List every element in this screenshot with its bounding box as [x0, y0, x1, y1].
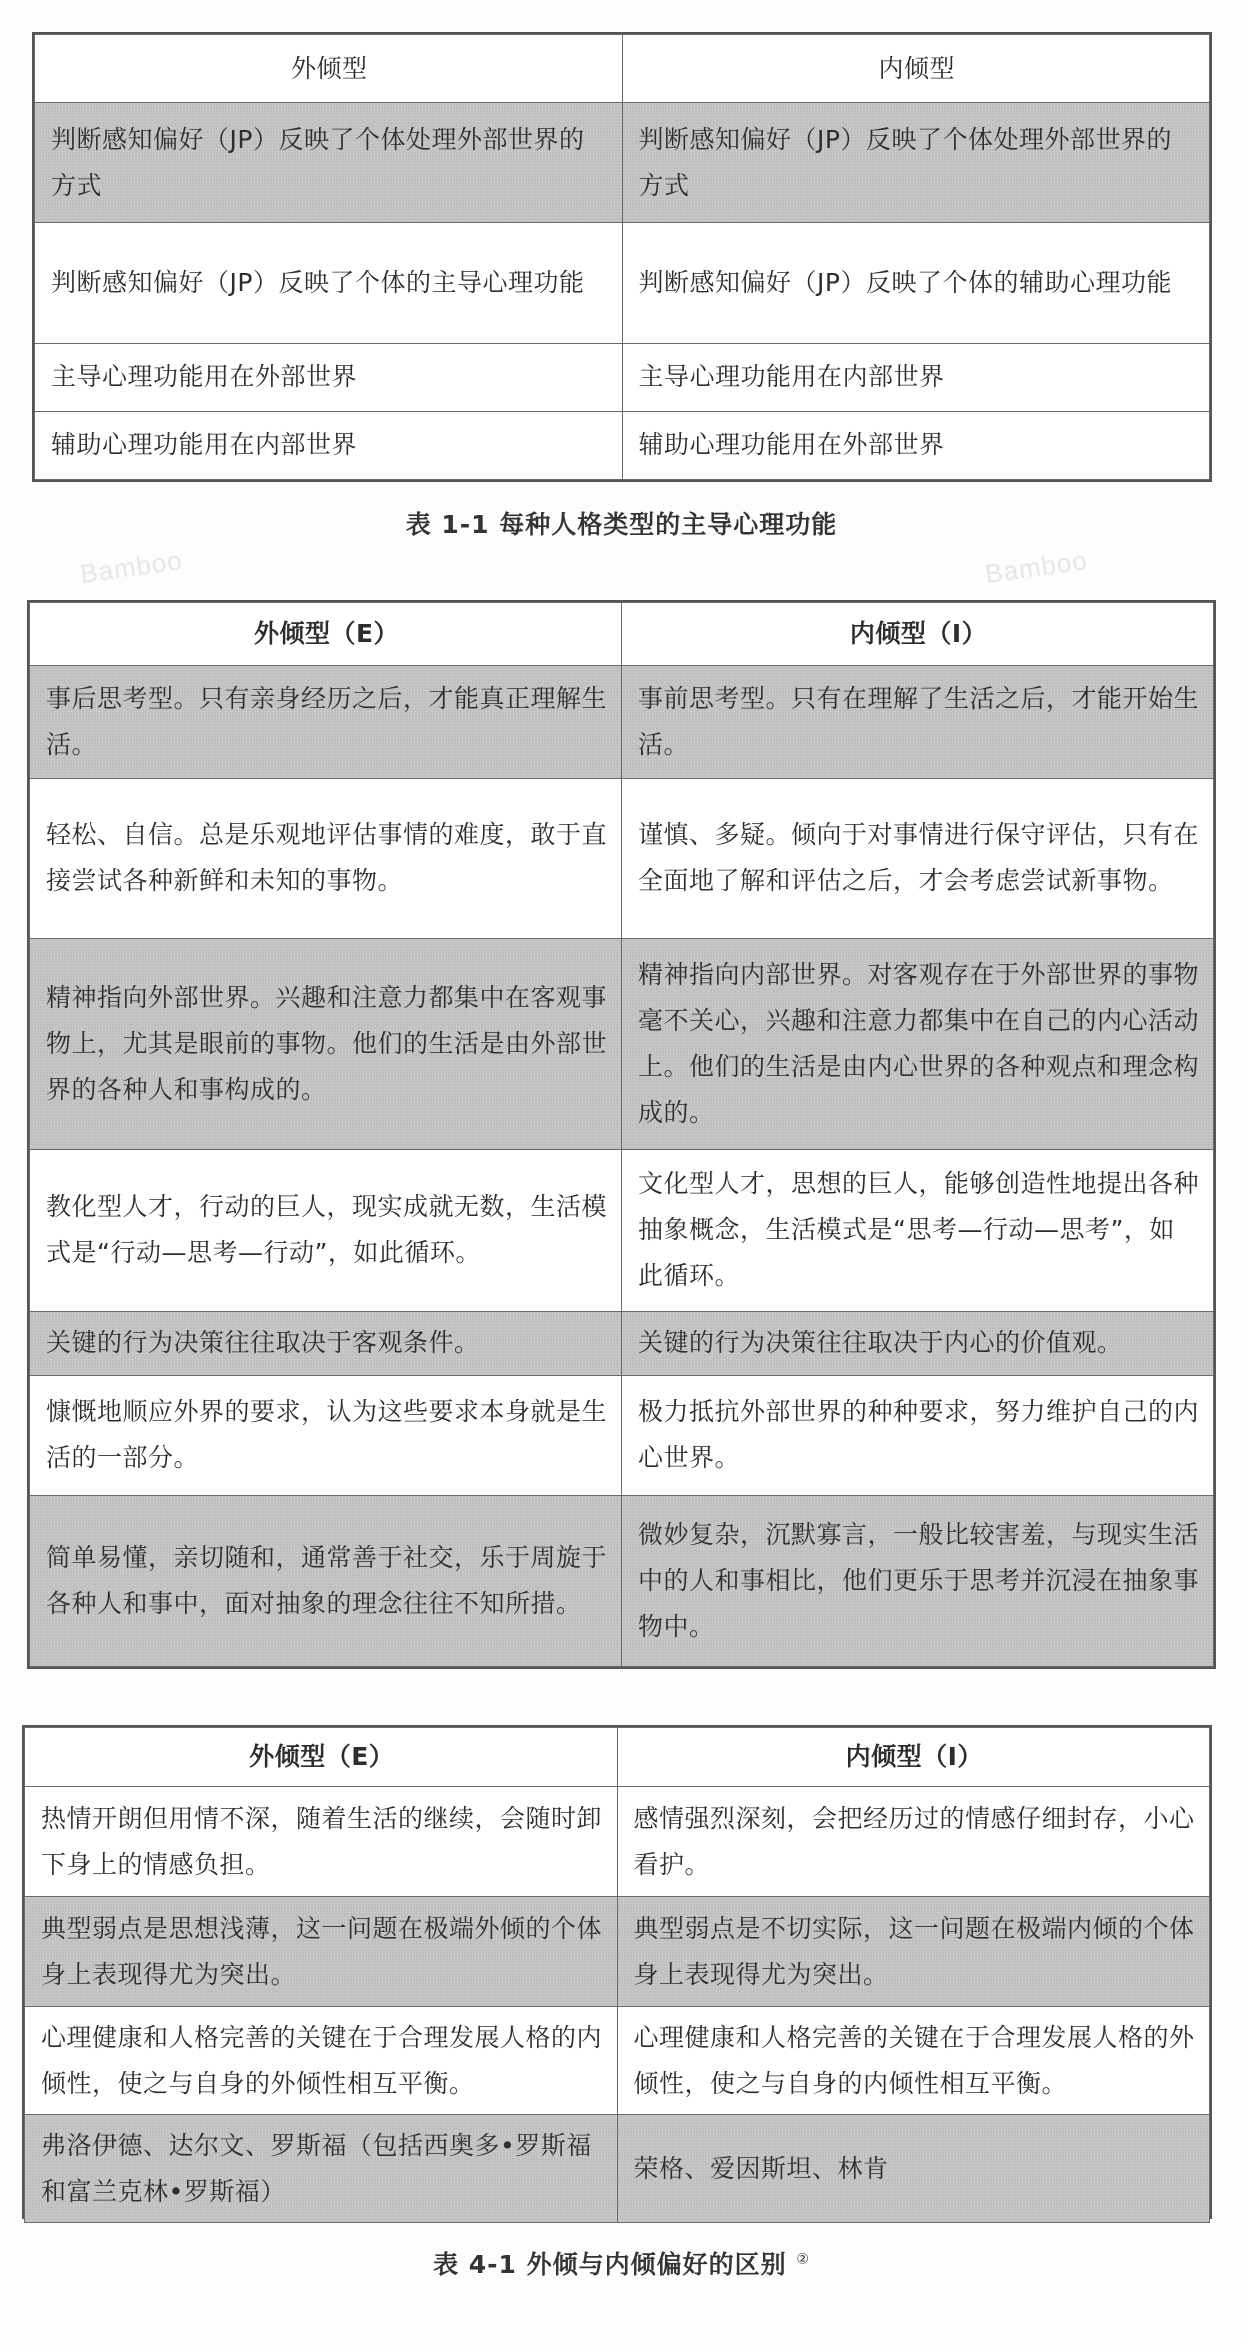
- table-cell: 教化型人才，行动的巨人，现实成就无数，生活模式是“行动—思考—行动”，如此循环。: [30, 1149, 622, 1311]
- table-row: [35, 343, 1210, 411]
- table-row: [30, 1149, 1214, 1311]
- table-row: [35, 411, 1210, 479]
- table-cell: 事后思考型。只有亲身经历之后，才能真正理解生活。: [30, 666, 622, 778]
- column-header-extravert: 外倾型（E）: [25, 1728, 618, 1787]
- table-cell: 轻松、自信。总是乐观地评估事情的难度，敢于直接尝试各种新鲜和未知的事物。: [30, 778, 622, 939]
- table-row: [30, 778, 1214, 939]
- table-preference-differences: [22, 1725, 1212, 2219]
- table-cell: 判断感知偏好（JP）反映了个体处理外部世界的方式: [622, 103, 1210, 223]
- table-cell: 心理健康和人格完善的关键在于合理发展人格的内倾性，使之与自身的外倾性相互平衡。: [25, 2007, 618, 2115]
- column-header-extravert: 外倾型: [35, 35, 623, 103]
- table-cell: 心理健康和人格完善的关键在于合理发展人格的外倾性，使之与自身的内倾性相互平衡。: [617, 2007, 1210, 2115]
- table-cell: 弗洛伊德、达尔文、罗斯福（包括西奥多•罗斯福和富兰克林•罗斯福）: [25, 2115, 618, 2223]
- table-cell: 热情开朗但用情不深，随着生活的继续，会随时卸下身上的情感负担。: [25, 1787, 618, 1897]
- table-cell: 荣格、爱因斯坦、林肯: [617, 2115, 1210, 2223]
- table-cell: 精神指向外部世界。兴趣和注意力都集中在客观事物上，尤其是眼前的事物。他们的生活是由外部世界的各种人和事构成的。: [30, 939, 622, 1150]
- column-header-introvert: 内倾型（I）: [622, 603, 1214, 666]
- table-cell: 文化型人才，思想的巨人，能够创造性地提出各种抽象概念，生活模式是“思考—行动—思考”，如此循环。: [622, 1149, 1214, 1311]
- table-cell: 谨慎、多疑。倾向于对事情进行保守评估，只有在全面地了解和评估之后，才会考虑尝试新事物。: [622, 778, 1214, 939]
- table-row: [25, 2007, 1210, 2115]
- table-cell: 辅助心理功能用在外部世界: [622, 411, 1210, 479]
- column-header-extravert: 外倾型（E）: [30, 603, 622, 666]
- table-row: [30, 1495, 1214, 1666]
- table-cell: 关键的行为决策往往取决于内心的价值观。: [622, 1311, 1214, 1375]
- table-cell: 典型弱点是不切实际，这一问题在极端内倾的个体身上表现得尤为突出。: [617, 1897, 1210, 2007]
- table-extravert-introvert-traits: [27, 600, 1216, 1669]
- column-header-introvert: 内倾型: [622, 35, 1210, 103]
- column-header-introvert: 内倾型（I）: [617, 1728, 1210, 1787]
- table-cell: 主导心理功能用在内部世界: [622, 343, 1210, 411]
- table-row: [35, 103, 1210, 223]
- table-cell: 微妙复杂，沉默寡言，一般比较害羞，与现实生活中的人和事相比，他们更乐于思考并沉浸在抽象事物中。: [622, 1495, 1214, 1666]
- table-header-row: [35, 35, 1210, 103]
- table-cell: 判断感知偏好（JP）反映了个体的辅助心理功能: [622, 223, 1210, 343]
- table-row: [25, 1787, 1210, 1897]
- table-header-row: [25, 1728, 1210, 1787]
- table-row: [25, 1897, 1210, 2007]
- table-cell: 辅助心理功能用在内部世界: [35, 411, 623, 479]
- table-caption-1-1: 表 1-1 每种人格类型的主导心理功能: [405, 510, 838, 539]
- watermark-text: Bamboo: [78, 544, 185, 590]
- table-caption-4-1: [0, 2245, 1243, 2281]
- table-row: [30, 1311, 1214, 1375]
- table-cell: 判断感知偏好（JP）反映了个体的主导心理功能: [35, 223, 623, 343]
- table-cell: 事前思考型。只有在理解了生活之后，才能开始生活。: [622, 666, 1214, 778]
- table-row: [30, 666, 1214, 778]
- table-cell: 极力抵抗外部世界的种种要求，努力维护自己的内心世界。: [622, 1375, 1214, 1495]
- table-cell: 简单易懂，亲切随和，通常善于社交，乐于周旋于各种人和事中，面对抽象的理念往往不知所措。: [30, 1495, 622, 1666]
- footnote-marker: ②: [796, 2251, 810, 2268]
- watermark-text: Bamboo: [983, 544, 1090, 590]
- table-cell: 主导心理功能用在外部世界: [35, 343, 623, 411]
- table-row: [25, 2115, 1210, 2223]
- table-dominant-functions: [32, 32, 1212, 482]
- table-cell: 关键的行为决策往往取决于客观条件。: [30, 1311, 622, 1375]
- table-header-row: [30, 603, 1214, 666]
- table-row: [30, 1375, 1214, 1495]
- table-cell: 典型弱点是思想浅薄，这一问题在极端外倾的个体身上表现得尤为突出。: [25, 1897, 618, 2007]
- table-row: [35, 223, 1210, 343]
- table-row: [30, 939, 1214, 1150]
- caption-text: 表 4-1 外倾与内倾偏好的区别: [433, 2250, 787, 2279]
- table-cell: 判断感知偏好（JP）反映了个体处理外部世界的方式: [35, 103, 623, 223]
- table-cell: 感情强烈深刻，会把经历过的情感仔细封存，小心看护。: [617, 1787, 1210, 1897]
- table-cell: 慷慨地顺应外界的要求，认为这些要求本身就是生活的一部分。: [30, 1375, 622, 1495]
- table-cell: 精神指向内部世界。对客观存在于外部世界的事物毫不关心，兴趣和注意力都集中在自己的内心活动上。他们的生活是由内心世界的各种观点和理念构成的。: [622, 939, 1214, 1150]
